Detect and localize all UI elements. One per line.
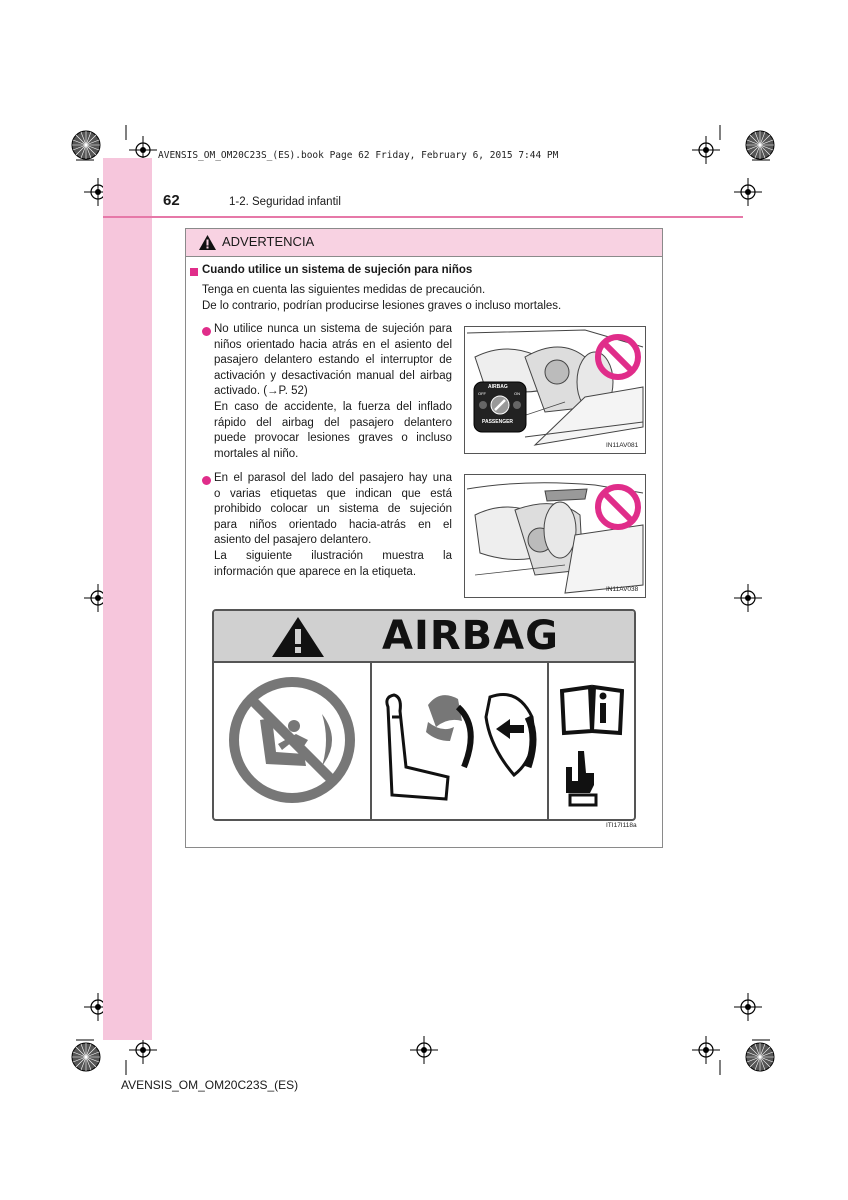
item-line: activado. (→P. 52): [214, 385, 308, 398]
book-info-line: AVENSIS_OM_OM20C23S_(ES).book Page 62 Friday, February 6, 2015 7:44 PM: [158, 150, 559, 161]
item-line: rápido del airbag del pasajero delantero: [214, 416, 452, 429]
item-line: puede provocar lesiones graves o incluso: [214, 432, 452, 445]
warning-title: ADVERTENCIA: [222, 234, 315, 249]
prohibited-icon: [594, 333, 642, 381]
item-line: En caso de accidente, la fuerza del inflado: [214, 400, 452, 413]
label-figure-code: ITI17I118a: [606, 822, 637, 829]
warning-header: [186, 229, 662, 257]
no-rear-facing-seat-icon: [226, 674, 358, 806]
item-line: o varias etiquetas que indican que está: [214, 487, 452, 500]
item-line: activación y desactivación manual del airbag: [214, 369, 452, 382]
figure-code: IN11AV038: [606, 586, 639, 593]
item-line: asiento del pasajero delantero.: [214, 534, 372, 547]
section-title: 1-2. Seguridad infantil: [229, 196, 341, 208]
square-bullet-icon: [190, 268, 198, 276]
switch-label-airbag: AIRBAG: [488, 384, 508, 390]
item-line: mortales al niño.: [214, 447, 299, 460]
warning-triangle-icon: [270, 615, 326, 659]
item-line: para niños orientado hacia-atrás en el: [214, 518, 452, 531]
airbag-deployment-icon: [378, 677, 540, 809]
airbag-switch-figure: [464, 326, 646, 454]
warning-subtitle: Cuando utilice un sistema de sujeción para niños: [202, 264, 473, 276]
airbag-warning-label: [212, 609, 636, 821]
item-line: niños orientado hacia atrás en el asiento del: [214, 338, 452, 351]
switch-label-on: ON: [514, 391, 520, 396]
chapter-tab-strip: [103, 158, 152, 1040]
footer-text: AVENSIS_OM_OM20C23S_(ES): [121, 1078, 299, 1092]
switch-label-off: OFF: [478, 391, 486, 396]
intro-line: De lo contrario, podrían producirse lesiones graves o incluso mortales.: [202, 299, 562, 312]
label-divider: [547, 663, 549, 819]
item-line: prohibido colocar un sistema de sujeción: [214, 503, 452, 516]
label-airbag-text: AIRBAG: [382, 613, 559, 659]
item-line: No utilice nunca un sistema de sujeción para: [214, 323, 452, 335]
item-line: información que aparece en la etiqueta.: [214, 565, 417, 578]
switch-label-passenger: PASSENGER: [482, 419, 514, 425]
page-number: 62: [163, 192, 180, 209]
sun-visor-figure: [464, 474, 646, 598]
figure-code: IN11AV081: [606, 442, 639, 449]
bullet-dot-icon: [202, 476, 211, 485]
header-rule: [103, 216, 743, 218]
intro-line: Tenga en cuenta las siguientes medidas de precaución.: [202, 284, 486, 296]
warning-item-1: [214, 322, 452, 462]
prohibited-icon: [594, 483, 642, 531]
warning-intro: [202, 283, 561, 314]
item-line: En el parasol del lado del pasajero hay una: [214, 472, 452, 484]
read-manual-icon: [560, 681, 624, 811]
label-divider: [370, 663, 372, 819]
warning-item-2: [214, 471, 452, 580]
bullet-dot-icon: [202, 327, 211, 336]
item-line: pasajero delantero estando el interruptor de: [214, 354, 452, 367]
item-line: La siguiente ilustración muestra la: [214, 549, 452, 562]
warning-triangle-icon: [198, 234, 217, 251]
